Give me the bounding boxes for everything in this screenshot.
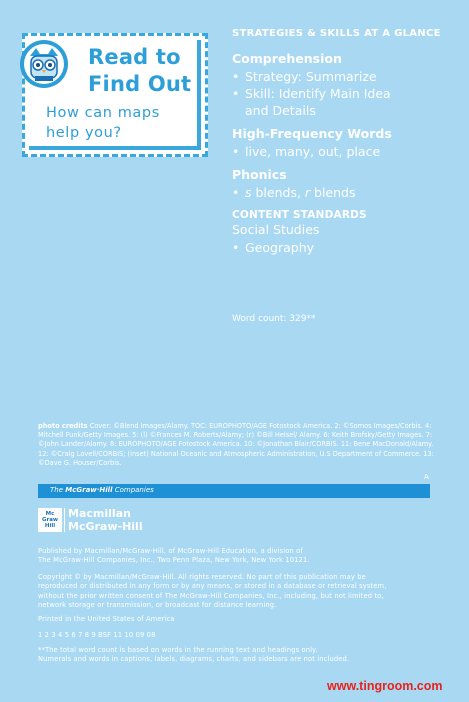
publisher-name: Macmillan McGraw-Hill <box>68 507 143 533</box>
geography-item: • Geography <box>232 240 315 255</box>
hfw-heading: High-Frequency Words <box>232 126 392 141</box>
phonics-item: • s blends, r blends <box>232 185 356 200</box>
printed-in: Printed in the United States of America <box>38 615 175 623</box>
read-box-title: Read to Find Out <box>88 45 192 96</box>
copyright-notice: Copyright © by Macmillan/McGraw-Hill. All rights reserved. No part of this publication may be reproduced or distributed in any form or by any means, or stored in a database or retrieval system, without the prior written consent of The McGraw-Hill Companies, Inc., including, but not limited to, network storage or transmission, or broadcast for distance learning. <box>38 573 387 609</box>
logo-divider <box>64 508 65 532</box>
skill-item: • Skill: Identify Main Idea and Details <box>232 86 391 118</box>
word-count-note: **The total word count is based on words in the running text and headings only. Numerals and words in captions, labels, diagrams, charts, and sidebars are not included. <box>38 646 350 664</box>
section-mark: A <box>424 473 429 481</box>
publisher-info: Published by Macmillan/McGraw-Hill, of McGraw-Hill Education, a division of The McGraw-Hill Companies, Inc., Two Penn Plaza, New York, New York 10121. <box>38 547 310 565</box>
strategies-column <box>232 28 457 256</box>
watermark: www.tingroom.com <box>327 679 443 693</box>
owl-mascot-icon <box>16 36 72 92</box>
read-box-question: How can maps help you? <box>46 105 160 141</box>
mcgraw-hill-banner: The McGraw·Hill Companies <box>38 484 430 498</box>
content-standards-heading: CONTENT STANDARDS <box>232 209 367 221</box>
strategy-item: • Strategy: Summarize <box>232 69 377 84</box>
phonics-heading: Phonics <box>232 167 287 182</box>
social-studies-label: Social Studies <box>232 222 320 237</box>
print-numbers: 1 2 3 4 5 6 7 8 9 BSF 11 10 09 08 <box>38 631 156 639</box>
hfw-item: • live, many, out, place <box>232 144 381 159</box>
comprehension-heading: Comprehension <box>232 51 342 66</box>
word-count: Word count: 329** <box>232 314 316 324</box>
mcgraw-hill-logo-icon: Mc Graw Hill <box>38 508 62 532</box>
photo-credits: photo credits Cover: ©Blend Images/Alamy. TOC: EUROPHOTO/AGE Fotostock America. 2: ©Somos Images/Corbis. 4: Mitchell Funk/Getty Images. 5: (l) ©Frances M. Roberts/Alamy; (r) ©Bill Helsel/ Alamy. 6: Keith Brofsky/Getty Images. 7: ©John Lander/Alamy. 8: EUROPHOTO/AGE Fotostock America. 10: ©Jonathan Blair/CORBIS. 11: Bene MacDonald/Alamy. 12: ©Craig Lovell/CORBIS; (inset) National Oceanic and Atmospheric Administration, U.S Department of Commerce. 13: ©Dave G. Houser/Corbis. <box>38 422 434 467</box>
glance-heading: STRATEGIES & SKILLS AT A GLANCE <box>232 28 441 39</box>
